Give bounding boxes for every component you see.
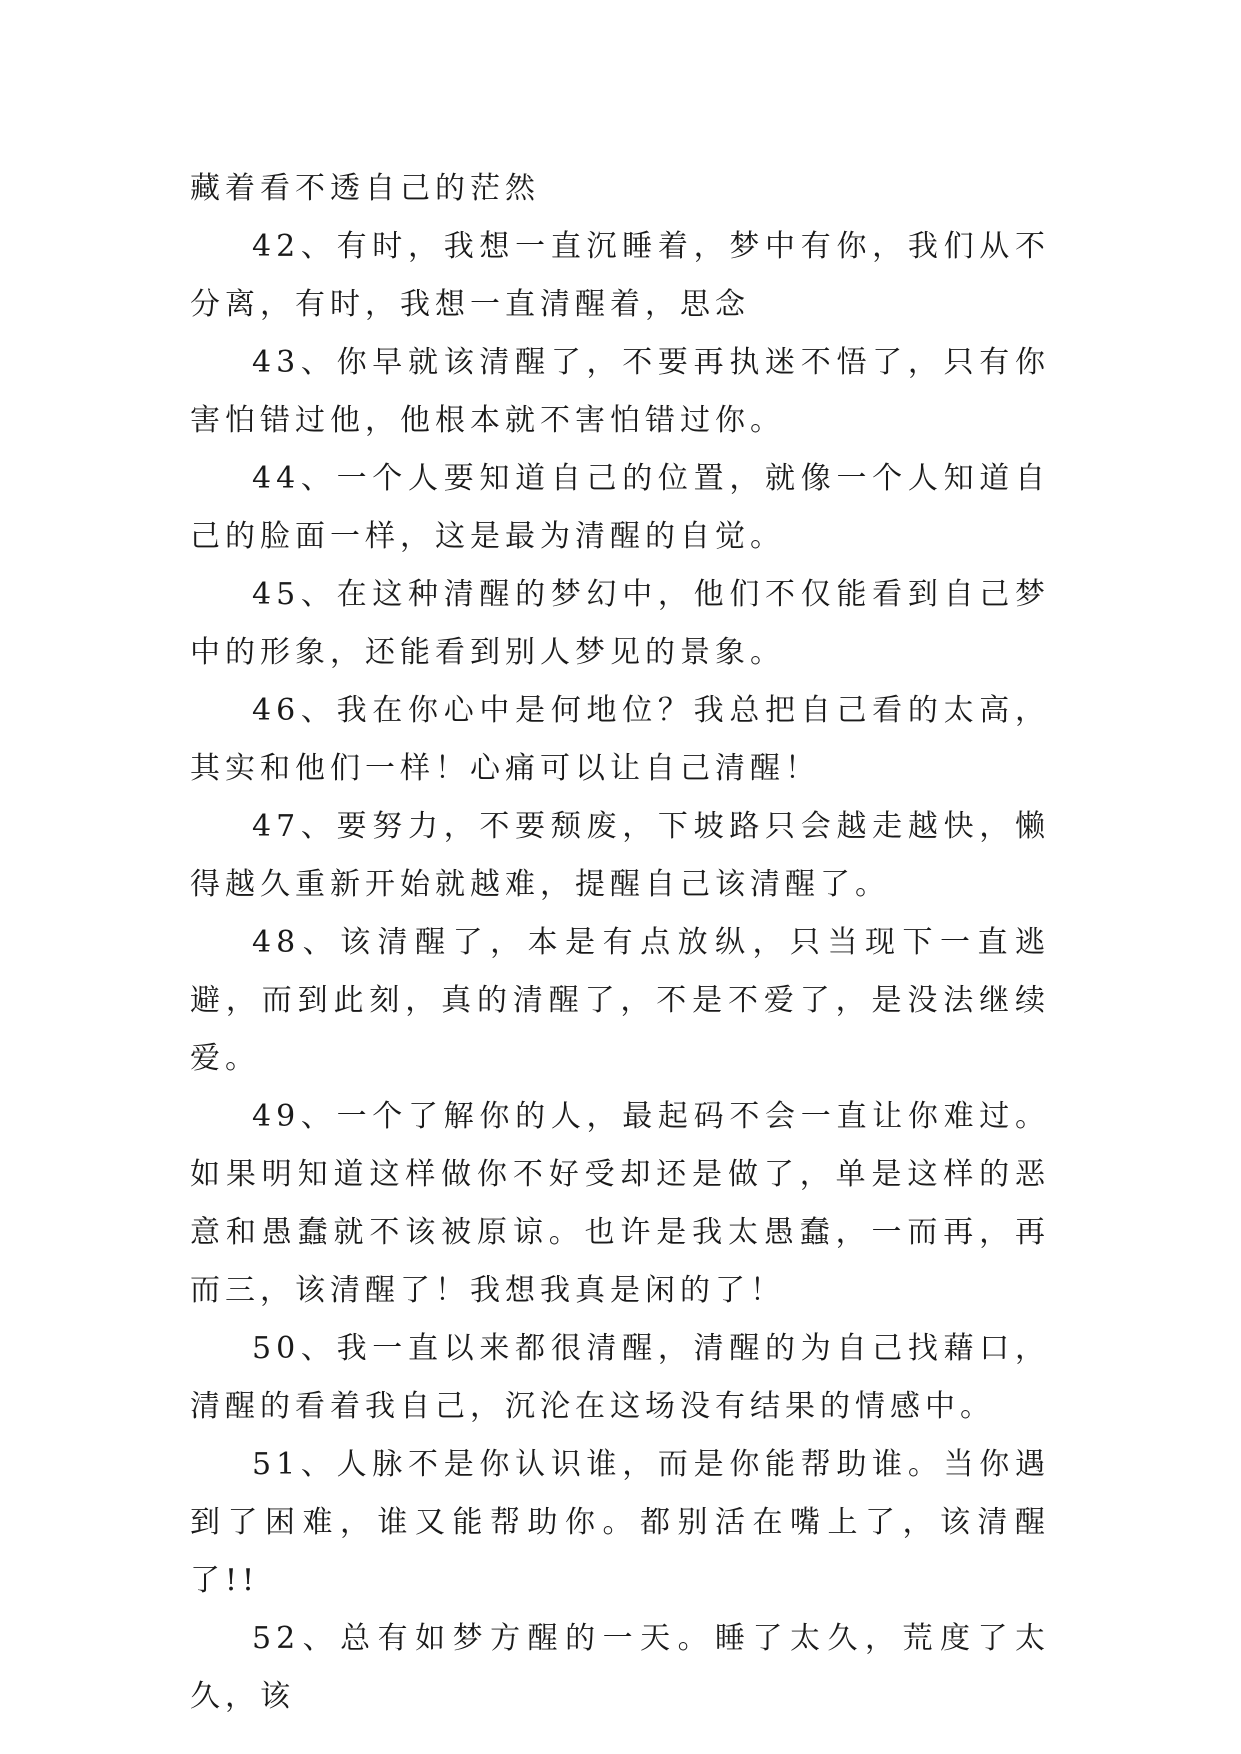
paragraph-49: 49、一个了解你的人，最起码不会一直让你难过。如果明知道这样做你不好受却还是做了，单是这样的恶意和愚蠢就不该被原谅。也许是我太愚蠢，一而再，再而三，该清醒了！我想我真是闲的了！ xyxy=(190,1099,1050,1308)
paragraph-47: 47、要努力，不要颓废，下坡路只会越走越快，懒得越久重新开始就越难，提醒自己该清醒了。 xyxy=(190,809,1050,902)
document-body xyxy=(190,160,1050,1726)
paragraph-43: 43、你早就该清醒了，不要再执迷不悟了，只有你害怕错过他，他根本就不害怕错过你。 xyxy=(190,345,1050,438)
paragraph-48: 48、该清醒了，本是有点放纵，只当现下一直逃避，而到此刻，真的清醒了，不是不爱了，是没法继续爱。 xyxy=(190,925,1050,1076)
paragraph-45: 45、在这种清醒的梦幻中，他们不仅能看到自己梦中的形象，还能看到别人梦见的景象。 xyxy=(190,577,1050,670)
paragraph-42: 42、有时，我想一直沉睡着，梦中有你，我们从不分离，有时，我想一直清醒着，思念 xyxy=(190,229,1050,322)
paragraph-51: 51、人脉不是你认识谁，而是你能帮助谁。当你遇到了困难，谁又能帮助你。都别活在嘴上了，该清醒了!! xyxy=(190,1447,1050,1598)
paragraph-52: 52、总有如梦方醒的一天。睡了太久，荒度了太久，该 xyxy=(190,1621,1050,1714)
paragraph-44: 44、一个人要知道自己的位置，就像一个人知道自己的脸面一样，这是最为清醒的自觉。 xyxy=(190,461,1050,554)
paragraph-46: 46、我在你心中是何地位？我总把自己看的太高，其实和他们一样！心痛可以让自己清醒！ xyxy=(190,693,1050,786)
paragraph-continuation: 藏着看不透自己的茫然 xyxy=(190,171,540,206)
paragraph-50: 50、我一直以来都很清醒，清醒的为自己找藉口，清醒的看着我自己，沉沦在这场没有结果的情感中。 xyxy=(190,1331,1050,1424)
